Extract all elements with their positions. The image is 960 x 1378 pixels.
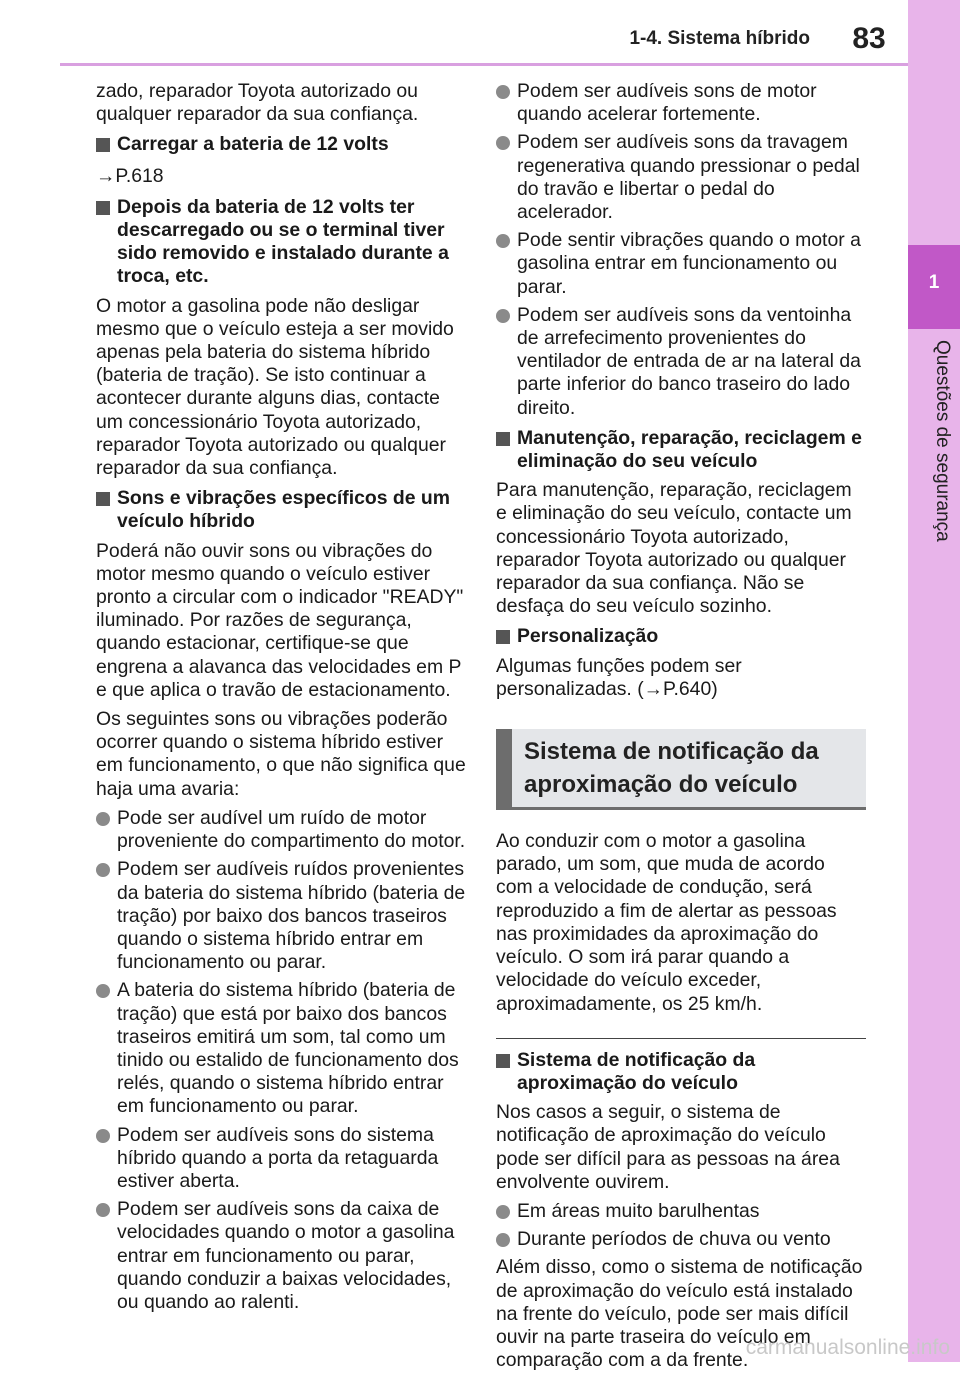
- paragraph: Ao conduzir com o motor a gasolina parado, um som, que muda de acordo com a velocidade de condução, será reproduzido a fim de alertar as pessoas nas proximidades da aproximação do veículo. O som irá parar quando a velocidade do veículo exceder, aproximadamente, os 25 km/h.: [496, 830, 837, 1015]
- page-number: 83: [852, 22, 886, 55]
- paragraph: O motor a gasolina pode não desligar mesmo que o veículo esteja a ser movido apenas pela bateria do sistema híbrido (bateria de tração). Se isto continuar a acontecer durante alguns dias, contacte um concessionário Toyota autorizado, reparador Toyota autorizado ou qualquer reparador da sua confiança.: [96, 294, 454, 480]
- paragraph: Além disso, como o sistema de notificação de aproximação do veículo está instalado na frente do veículo, pode ser mais difícil ouvir na parte traseira do veículo em comparação com a da frente.: [496, 1256, 863, 1372]
- chapter-side-tab: [908, 0, 960, 1362]
- chapter-label: Questões de segurança: [932, 340, 953, 542]
- list-item: Podem ser audíveis ruídos provenientes da bateria do sistema híbrido (bateria de tração) por baixo dos bancos traseiros quando o sistema híbrido entrar em funcionamento ou parar.: [96, 858, 466, 974]
- left-column: [96, 80, 466, 1319]
- list-item: Em áreas muito barulhentas: [496, 1200, 866, 1223]
- subheading-maintenance: Manutenção, reparação, reciclagem e eliminação do seu veículo: [496, 427, 866, 473]
- subheading-hybrid-sounds: Sons e vibrações específicos de um veículo híbrido: [96, 487, 466, 533]
- paragraph: zado, reparador Toyota autorizado ou qualquer reparador da sua confiança.: [96, 80, 419, 126]
- paragraph: Para manutenção, reparação, reciclagem e eliminação do seu veículo, contacte um concessionário Toyota autorizado, reparador Toyota autorizado ou qualquer reparador da sua confiança. Não se desfaça do seu veículo sozinho.: [496, 479, 852, 618]
- list-item: Pode sentir vibrações quando o motor a gasolina entrar em funcionamento ou parar.: [496, 229, 866, 299]
- paragraph: Algumas funções podem ser personalizadas. (→P.640): [496, 654, 742, 700]
- list-item: Podem ser audíveis sons da caixa de velocidades quando o motor a gasolina entrar em funcionamento ou parar, quando conduzir a baixas velocidades, ou quando ao ralenti.: [96, 1198, 466, 1314]
- running-header-title: 1-4. Sistema híbrido: [629, 28, 810, 49]
- list-item: Podem ser audíveis sons de motor quando acelerar fortemente.: [496, 80, 866, 126]
- list-item: Pode ser audível um ruído de motor proveniente do compartimento do motor.: [96, 807, 466, 853]
- right-column: [496, 80, 866, 1378]
- paragraph: Nos casos a seguir, o sistema de notificação de aproximação do veículo pode ser difícil para as pessoas na área envolvente ouvirem.: [496, 1101, 840, 1193]
- list-item: Podem ser audíveis sons da travagem regenerativa quando pressionar o pedal do travão e libertar o pedal do acelerador.: [496, 131, 866, 224]
- section-title-box: Sistema de notificação da aproximação do veículo: [496, 729, 866, 810]
- subheading-personalization: Personalização: [496, 625, 866, 648]
- header-rule: [60, 63, 908, 66]
- page-reference[interactable]: →P.618: [96, 164, 164, 187]
- subheading-charge-battery: Carregar a bateria de 12 volts: [96, 133, 466, 156]
- watermark: carmanualsonline.info: [745, 1336, 950, 1359]
- list-item: Podem ser audíveis sons da ventoinha de arrefecimento provenientes do ventilador de entrada de ar na lateral da parte inferior do banco traseiro do lado direito.: [496, 304, 866, 420]
- list-item: Podem ser audíveis sons do sistema híbrido quando a porta da retaguarda estiver aberta.: [96, 1124, 466, 1194]
- subheading-notification-system: Sistema de notificação da aproximação do veículo: [496, 1049, 866, 1095]
- divider: [496, 1038, 866, 1039]
- chapter-number: 1: [928, 272, 940, 293]
- paragraph: Os seguintes sons ou vibrações poderão ocorrer quando o sistema híbrido estiver em funcionamento, o que não significa que haja uma avaria:: [96, 708, 466, 800]
- paragraph: Poderá não ouvir sons ou vibrações do motor mesmo quando o veículo estiver pronto a circular com o indicador "READY" iluminado. Por razões de segurança, quando estacionar, certifique-se que engrena a alavanca das velocidades em P e que aplica o travão de estacionamento.: [96, 539, 464, 701]
- subheading-after-discharge: Depois da bateria de 12 volts ter descarregado ou se o terminal tiver sido removido e instalado durante a troca, etc.: [96, 196, 466, 289]
- list-item: Durante períodos de chuva ou vento: [496, 1228, 866, 1251]
- list-item: A bateria do sistema híbrido (bateria de tração) que está por baixo dos bancos traseiros emitirá um som, tal como um tinido ou estalido de funcionamento dos relés, quando o sistema híbrido entrar em funcionamento ou parar.: [96, 979, 466, 1118]
